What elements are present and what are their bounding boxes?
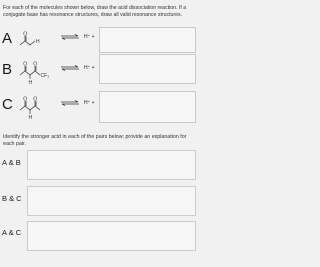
row-letter-a: A	[2, 30, 13, 47]
molecule-b-bonds	[20, 71, 40, 75]
reaction-row-b	[0, 60, 200, 84]
molecule-b-atom-o1: O	[23, 61, 28, 68]
pair-label-ab: A & B	[2, 158, 21, 167]
answer-box-pair-ab[interactable]	[27, 150, 196, 180]
reaction-row-c	[0, 95, 200, 119]
answer-box-pair-ac[interactable]	[27, 221, 196, 251]
molecule-c-atom-o2: O	[33, 96, 38, 103]
pair-label-ac: A & C	[2, 228, 22, 237]
row-letter-c: C	[2, 96, 13, 113]
answer-box-a[interactable]	[99, 27, 196, 53]
pair-label-bc: B & C	[2, 194, 22, 203]
molecule-a-atom-o: O	[23, 31, 28, 38]
proton-label-c: H⁺ +	[84, 100, 95, 106]
molecule-c-bonds	[20, 106, 40, 110]
molecule-b-atom-o2: O	[33, 61, 38, 68]
equilibrium-arrow-c	[60, 100, 80, 106]
molecule-b-atom-h: H	[28, 80, 33, 86]
molecule-b-atom-cf3: CF₃	[40, 73, 50, 79]
question-text: Identify the stronger acid in each of the pairs below; provide an explanation for each pair.	[3, 134, 187, 147]
molecule-a-bonds	[20, 41, 35, 45]
molecule-c-atom-o1: O	[23, 96, 28, 103]
instructions-text: For each of the molecules shown below, draw the acid dissociation reaction. If a conjugate base has resonance structures, draw all valid resonance structures.	[3, 5, 187, 18]
proton-label-b: H⁺ +	[84, 65, 95, 71]
reaction-row-a	[0, 29, 200, 53]
molecule-b-structure	[16, 60, 50, 86]
answer-box-b[interactable]	[99, 54, 196, 84]
molecule-a-atom-h: H	[36, 39, 40, 45]
proton-label-a: H⁺ +	[84, 34, 95, 40]
row-letter-b: B	[2, 61, 13, 78]
molecule-c-atom-h: H	[28, 115, 33, 121]
answer-box-c[interactable]	[99, 91, 196, 123]
molecule-a-structure	[17, 29, 43, 51]
answer-box-pair-bc[interactable]	[27, 186, 196, 216]
equilibrium-arrow-b	[60, 65, 80, 71]
molecule-c-structure	[16, 95, 50, 121]
equilibrium-arrow-a	[60, 34, 80, 40]
